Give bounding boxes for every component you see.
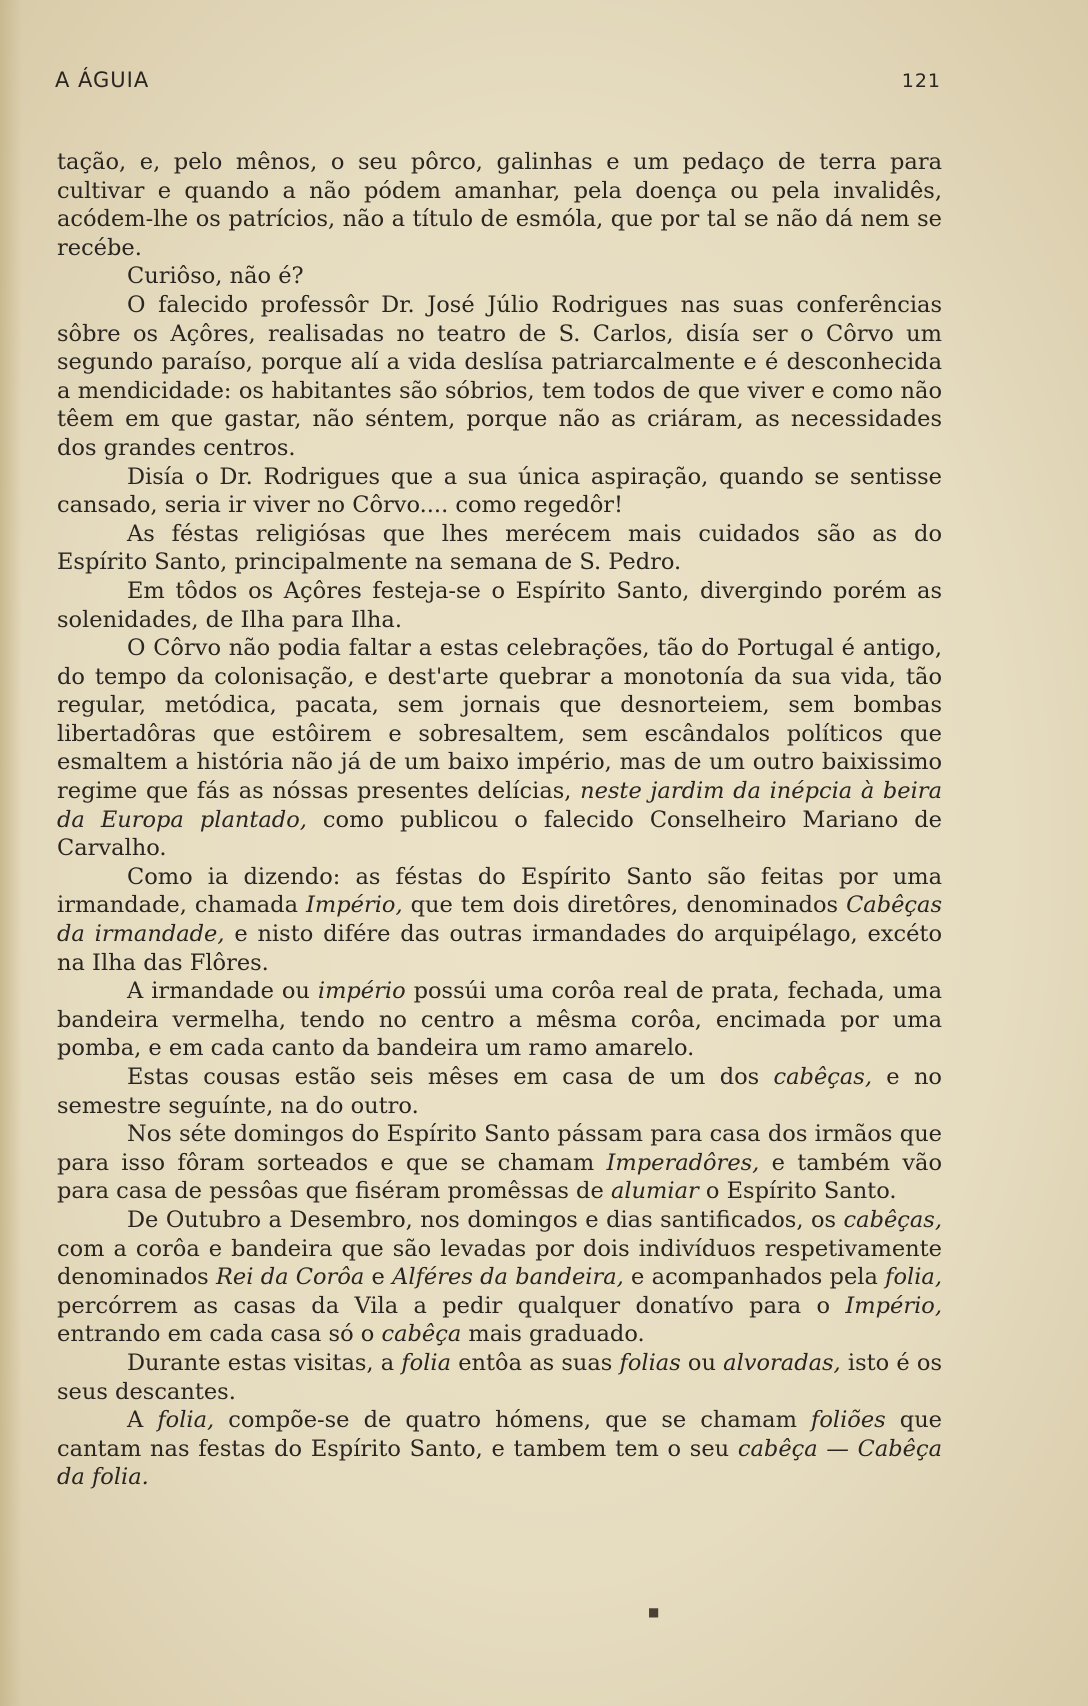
italic-text-run: cabêças, [843,1206,942,1233]
italic-text-run: folias [619,1349,681,1376]
text-run: O falecido professôr Dr. José Júlio Rodrigues nas suas conferências sôbre os Açôres, realisadas no teatro de S. Carlos, disía ser o Côrvo um segundo paraíso, porque alí a vida deslísa patriarcalmente e é desconhecida a mendicidade: os habitantes são sóbrios, tem todos de que viver e como não têem em que gastar, não séntem, porque não as criáram, as necessidades dos grandes centros. [57,291,942,461]
text-run: o Espírito Santo. [698,1178,897,1205]
text-run: Curiôso, não é? [127,263,304,290]
text-run: com a corôa e bandeira que são levadas por dois indivíduos respetivamente denominados [57,1235,942,1291]
text-run: ou [680,1349,724,1376]
text-run: Estas cousas estão seis mêses em casa de um dos [127,1064,774,1090]
text-run: percórrem as casas da Vila a pedir qualquer donatívo para o [57,1292,846,1319]
journal-title: A ÁGUIA [55,68,150,92]
text-run: O Côrvo não podia faltar a estas celebrações, tão do Portugal é antigo, do tempo da colonisação, e dest'arte quebrar a monotonía da sua vida, tão regular, metódica, pacata, sem jornais que desnorteiem, sem bombas libertadôras que estôirem e sobresaltem, sem escândalos políticos que esmaltem a história não já de um baixo império, mas de um outro baixissimo regime que fás as nóssas presentes delícias, [57,635,942,805]
paragraph [57,463,942,520]
paragraph [57,863,942,977]
text-run: As féstas religiósas que lhes merécem mais cuidados são as do Espírito Santo, principalmente na semana de S. Pedro. [57,520,942,576]
italic-text-run: império [317,978,406,1005]
italic-text-run: folia, [885,1264,942,1291]
footer-ornament: ■ [648,1605,660,1619]
page-number: 121 [901,70,941,92]
paragraph [57,1063,942,1120]
paragraph [57,291,942,463]
italic-text-run: alvoradas, [723,1349,841,1376]
text-run: Durante estas visitas, a [127,1349,402,1376]
text-run: e também vão para casa de pessôas que fiséram promêssas de [57,1149,942,1205]
text-run: e no semestre seguínte, na do outro. [57,1064,942,1119]
italic-text-run: cabêça — Cabêça da folia. [57,1435,942,1491]
text-run: mais graduado. [461,1321,645,1348]
paragraph [57,148,942,262]
text-run: Em tôdos os Açôres festeja-se o Espírito Santo, divergindo porém as solenidades, de Ilha para Ilha. [57,577,942,633]
italic-text-run: Cabêças da irmandade, [57,892,942,948]
text-run: A [127,1407,158,1434]
text-run: compõe-se de quatro hómens, que se chamam [214,1407,812,1434]
text-run: e nisto difére das outras irmandades do arquipélago, excéto na Ilha das Flôres. [57,921,942,976]
italic-text-run: cabêças, [773,1064,872,1090]
paragraph [57,1206,942,1349]
italic-text-run: folia, [157,1407,215,1434]
text-run: que tem dois diretôres, denominados [402,892,847,919]
text-run: A irmandade ou [127,978,318,1005]
paragraph [57,577,942,634]
italic-text-run: Imperadôres, [606,1149,760,1176]
text-run: Nos séte domingos do Espírito Santo pássam para casa dos irmãos que para isso fôram sorteados e que se chamam [57,1121,942,1176]
text-run: tação, e, pelo mênos, o seu pôrco, galinhas e um pedaço de terra para cultivar e quando a não pódem amanhar, pela doença ou pela invalidês, acódem-lhe os patrícios, não a título de esmóla, que por tal se não dá nem se recébe. [57,149,942,261]
italic-text-run: alumiar [610,1178,699,1205]
text-run: Disía o Dr. Rodrigues que a sua única aspiração, quando se sentisse cansado, seria ir viver no Côrvo.... como regedôr! [57,463,942,519]
paragraph [57,1120,942,1206]
italic-text-run: neste jardim da inépcia à beira da Europa plantado, [57,778,942,833]
text-run: entôa as suas [451,1349,620,1376]
paragraph [57,977,942,1063]
paragraph [57,634,942,863]
text-run: que cantam nas festas do Espírito Santo, e tambem tem o seu [57,1407,942,1462]
text-run: possúi uma corôa real de prata, fechada, uma bandeira vermelha, tendo no centro a mêsma corôa, encimada por uma pomba, e em cada canto da bandeira um ramo amarelo. [57,978,942,1062]
text-run: e acompanhados pela [623,1264,886,1291]
text-run: De Outubro a Desembro, nos domingos e dias santificados, os [127,1206,844,1233]
running-header [55,68,941,92]
paragraph [57,1349,942,1406]
italic-text-run: Império, [845,1292,942,1319]
paragraph [57,520,942,577]
body-text [57,148,942,1492]
italic-text-run: cabêça [381,1321,462,1348]
italic-text-run: Rei da Corôa [215,1264,365,1291]
italic-text-run: Império, [306,892,403,919]
paragraph [57,1406,942,1492]
text-run: Como ia dizendo: as féstas do Espírito Santo são feitas por uma irmandade, chamada [57,863,942,919]
text-run: entrando em cada casa só o [57,1321,382,1348]
page-spine-shadow [0,0,22,1706]
text-run: isto é os seus descantes. [57,1349,942,1405]
text-run: como publicou o falecido Conselheiro Mariano de Carvalho. [57,806,942,862]
italic-text-run: folia [401,1349,452,1376]
italic-text-run: Alféres da bandeira, [392,1264,624,1291]
italic-text-run: foliões [811,1407,886,1434]
text-run: e [364,1264,393,1291]
paragraph [57,262,942,291]
